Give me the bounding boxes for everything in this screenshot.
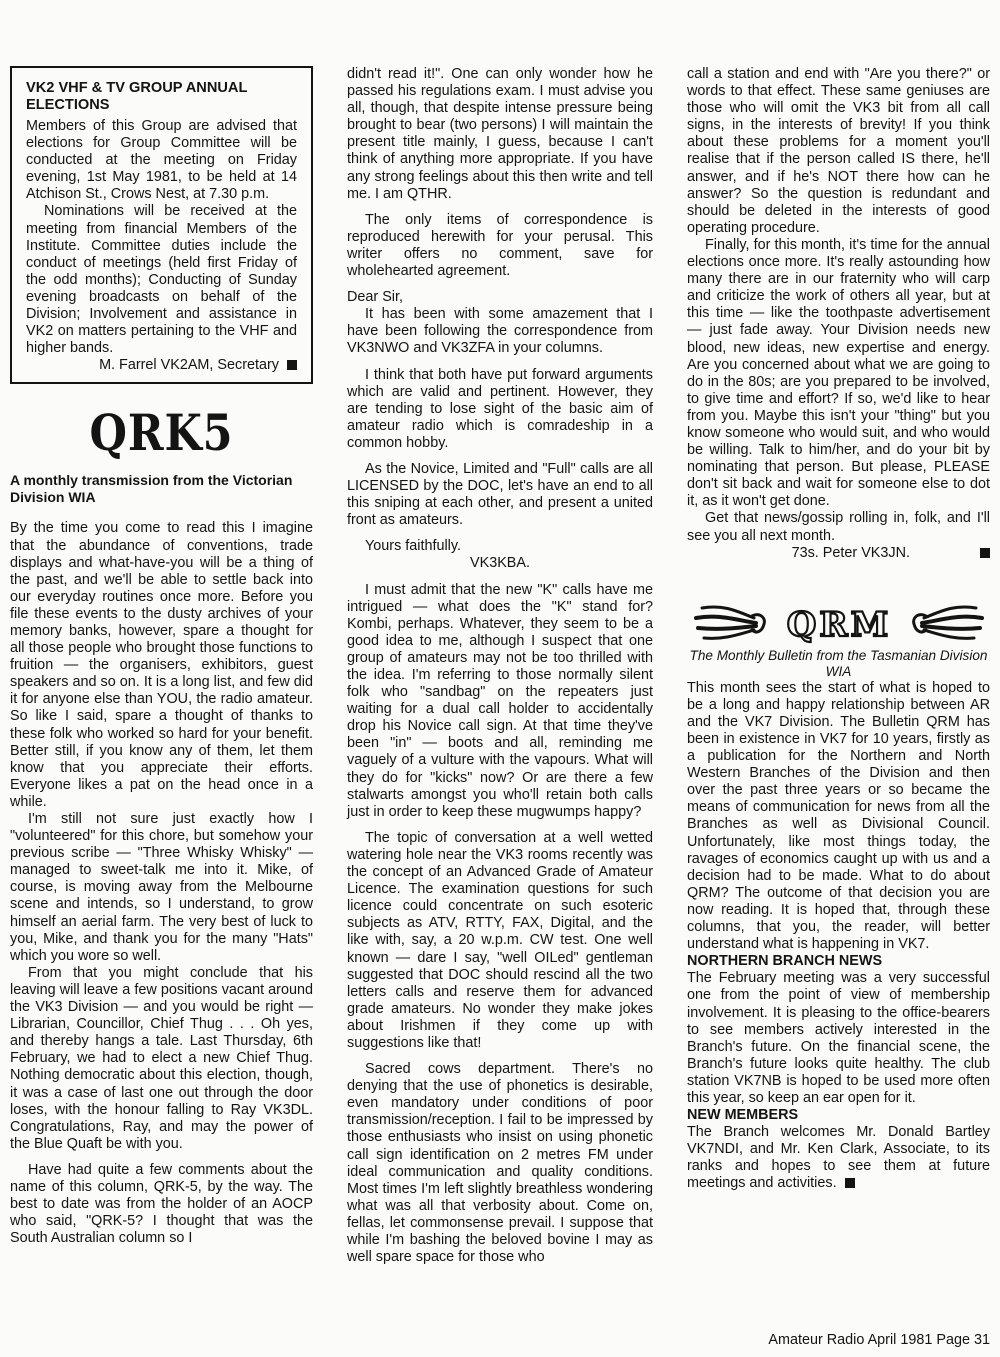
article-paragraph: The only items of correspondence is reproduced herewith for your perusal. This writer offers no comment, save for wholehearted agreement. [347,211,653,280]
column-1 [10,66,313,1247]
new-members-heading: NEW MEMBERS [687,1107,799,1124]
qrk5-heading: QRK5 [89,403,234,463]
letter-signature: VK3KBA. [470,555,530,572]
column-3 [687,66,990,1193]
page-footer: Amateur Radio April 1981 Page 31 [768,1332,990,1348]
end-mark-icon [980,548,990,558]
election-notice-box [10,66,313,384]
election-notice-signature: M. Farrel VK2AM, Secretary [26,357,297,374]
article-paragraph: Finally, for this month, it's time for the annual elections once more. It's really astounding how many there are in our fraternity who will carp and criticize the work of others all year, but at this time — like the toothpaste advertisement — just fade away. Your Division needs new blood, new ideas, new expertise and energy. Are you concerned about what we are going to do in the 80s; are you prepared to be involved, to give time and effort? If so, we'd like to hear from you. Maybe this isn't your "thing" but you know someone who would suit, and who would be willing. Talk to him/her, and do your bit by nominating that person. But please, PLEASE don't sit back and wait for someone else to dot it, as it won't get done. [687,236,990,510]
qrm-logo-text: QRM [786,604,891,645]
article-paragraph-continued: didn't read it!". One can only wonder how he passed his regulations exam. I must advise you all, though, that despite intense pressure being brought to bear (two persons) I will maintain the present title mainly, I guess, because I can't think of anything more appropriate. If you have any strong feelings about this then write and tell me. I am QTHR. [347,66,653,202]
letter-salutation: Dear Sir, [347,289,403,306]
article-paragraph: By the time you come to read this I imagine that the abundance of conventions, trade displays and what-have-you will be a thing of the past, and we'll be able to settle back into our everyday routines once more. Before you file these events to the dusty archives of your memory banks, however, spare a thought for all those people who brought those functions to fruition — the organisers, exhibitors, guest speakers and so on. It is a long list, and few did it for anyone else than YOU, the radio amateur. So like I said, spare a thought of thanks to these folk who worked so hard for your benefit. Better still, if you know any of them, let them know that you appreciate their efforts. Everyone likes a pat on the head once in a while. [10,520,313,810]
article-paragraph: This month sees the start of what is hoped to be a long and happy relationship between AR and the VK7 Division. The Bulletin QRM has been in existence in VK7 for 10 years, firstly as a publication for the Northern and North Western Branches of the Division and then over the past three years or so became the means of communication for news from all the Branches as well as Divisional Council. Unfortunately, like most things today, the ravages of economics caught up with us and a decision had to be made. What to do about QRM? The outcome of that decision you are now reading. It is hoped that, through these columns, that you, the reader, will better understand what is happening in VK7. [687,679,990,953]
qrm-masthead [687,598,990,680]
article-paragraph: I'm still not sure just exactly how I "volunteered" for this chore, but somehow your previous scribe — "Three Whisky Whisky" — managed to sweet-talk me into it. Mike, of course, is moving away from the Melbourne scene and intends, so I understand, to grow himself an aerial farm. The very best of luck to you, Mike, and thank you for the many "Hats" which you wore so well. [10,811,313,964]
letter-paragraph: It has been with some amazement that I have been following the correspondence from VK3NWO and VK3ZFA in your columns. [347,306,653,357]
end-mark-icon [845,1178,855,1188]
letter-paragraph: I think that both have put forward arguments which are valid and pertinent. However, they are tending to lose sight of the basic aim of amateur radio which is comradeship in a common hobby. [347,366,653,451]
end-mark-icon [287,360,297,370]
article-paragraph: Sacred cows department. There's no denying that the use of phonetics is desirable, even mandatory under conditions of poor transmission/reception. I fail to be impressed by those enthusiasts who insist on using phonetic call sign identification on 2 metres FM under ideal communication and quality conditions. Most times I'm left slightly breathless wondering what was all that verbosity about. Come on, fellas, let commonsense prevail. I suppose that while I'm bashing the beloved bovine I may as well spare space for those who [347,1061,653,1266]
article-paragraph: The February meeting was a very successful one from the point of view of membership involvement. It is pleasing to the office-bearers to see members actively interested in the Branch's future. On the financial scene, the Branch's future looks quite healthy. The club station VK7NB is hoped to be used more often this year, so keep an ear open for it. [687,970,990,1106]
article-paragraph: The Branch welcomes Mr. Donald Bartley VK7NDI, and Mr. Ken Clark, Associate, to its ranks and hopes to see them at future meetings and activities. [687,1124,990,1192]
article-paragraph: I must admit that the new "K" calls have me intrigued — what does the "K" stand for? Kombi, perhaps. Whatever, they seem to be a good idea to me, although I suspect that one group of amateurs may not be too thrilled with the idea. I'm referring to those normally silent folk who "sandbag" on the repeaters just waiting for a dual call holder to accidentally drop his Novice call sign. At that time they've been "in" — boots and all, reminding me vaguely of a vulture with the vapours. What will they do for "kicks" now? Or are there a few stalwarts amongst you who'll retain both calls just in order to keep these mugwumps happy? [347,581,653,820]
letter-paragraph: As the Novice, Limited and "Full" calls are all LICENSED by the DOC, let's have an end to all this sniping at each other, and present a united front as amateurs. [347,460,653,529]
qrm-subtitle: The Monthly Bulletin from the Tasmanian Division WIA [689,647,988,679]
article-paragraph: From that you might conclude that his leaving will leave a few positions vacant around the VK3 Division — and you would be right — Librarian, Councillor, Chief Thug . . . Oh yes, and thereby hangs a tale. Last Thursday, 6th February, we had to elect a new Chief Thug. Nothing democratic about this election, though, it was a case of last one out through the door loses, with the honour falling to Ray VK3DL. Congratulations, Ray, and may the power of the Blue Quaft be with you. [10,964,313,1152]
qrk5-subtitle: A monthly transmission from the Victorian Division WIA [10,472,293,506]
article-paragraph-continued: call a station and end with "Are you there?" or words to that effect. These same geniuses are those who will omit the VK3 bit from all call signs, in the interests of brevity! If you think about these problems for a moment you'll realise that if the person called IS there, he'll answer, and if he's NOT there how can he answer? So the question is redundant and should be deleted in the interests of good operating procedure. [687,66,990,236]
article-paragraph: The topic of conversation at a well wetted watering hole near the VK3 rooms recently was the concept of an Advanced Grade of Amateur Licence. The examination questions for such licence could concentrate on such esoteric subjects as ATV, RTTY, FAX, Digital, and the like with, say, a 20 w.p.m. CW test. One well known — dare I say, "well OILed" gentleman suggested that DOC should rescind all the two letters calls and reserve them for advanced grade amateurs. No wonder they make jokes about Irishmen if they come up with suggestions like that! [347,829,653,1051]
qrm-logo-icon [694,598,984,648]
article-paragraph: Get that news/gossip rolling in, folk, and I'll see you all next month. [687,510,990,544]
election-notice-paragraph: Nominations will be received at the meeting from financial Members of the Institute. Committee duties include the conduct of meetings (held first Friday of the odd months); Conducting of Sunday evening broadcasts on behalf of the Division; Involvement and assistance in VK2 on matters pertaining to the VHF and higher bands. [26,203,297,357]
column-2 [347,66,653,1266]
letter-close: Yours faithfully. [365,538,461,555]
northern-branch-heading: NORTHERN BRANCH NEWS [687,953,883,970]
qrk5-signoff: 73s. Peter VK3JN. [687,545,990,562]
election-notice-title: VK2 VHF & TV GROUP ANNUAL ELECTIONS [26,80,248,113]
election-notice-paragraph: Members of this Group are advised that elections for Group Committee will be conducted at the meeting on Friday evening, 1st May 1981, to be held at 14 Atchison St., Crows Nest, at 7.30 p.m. [26,118,297,203]
article-paragraph: Have had quite a few comments about the name of this column, QRK-5, by the way. The best to date was from the holder of an AOCP who said, "QRK-5? I thought that was the South Australian column so I [10,1161,313,1247]
